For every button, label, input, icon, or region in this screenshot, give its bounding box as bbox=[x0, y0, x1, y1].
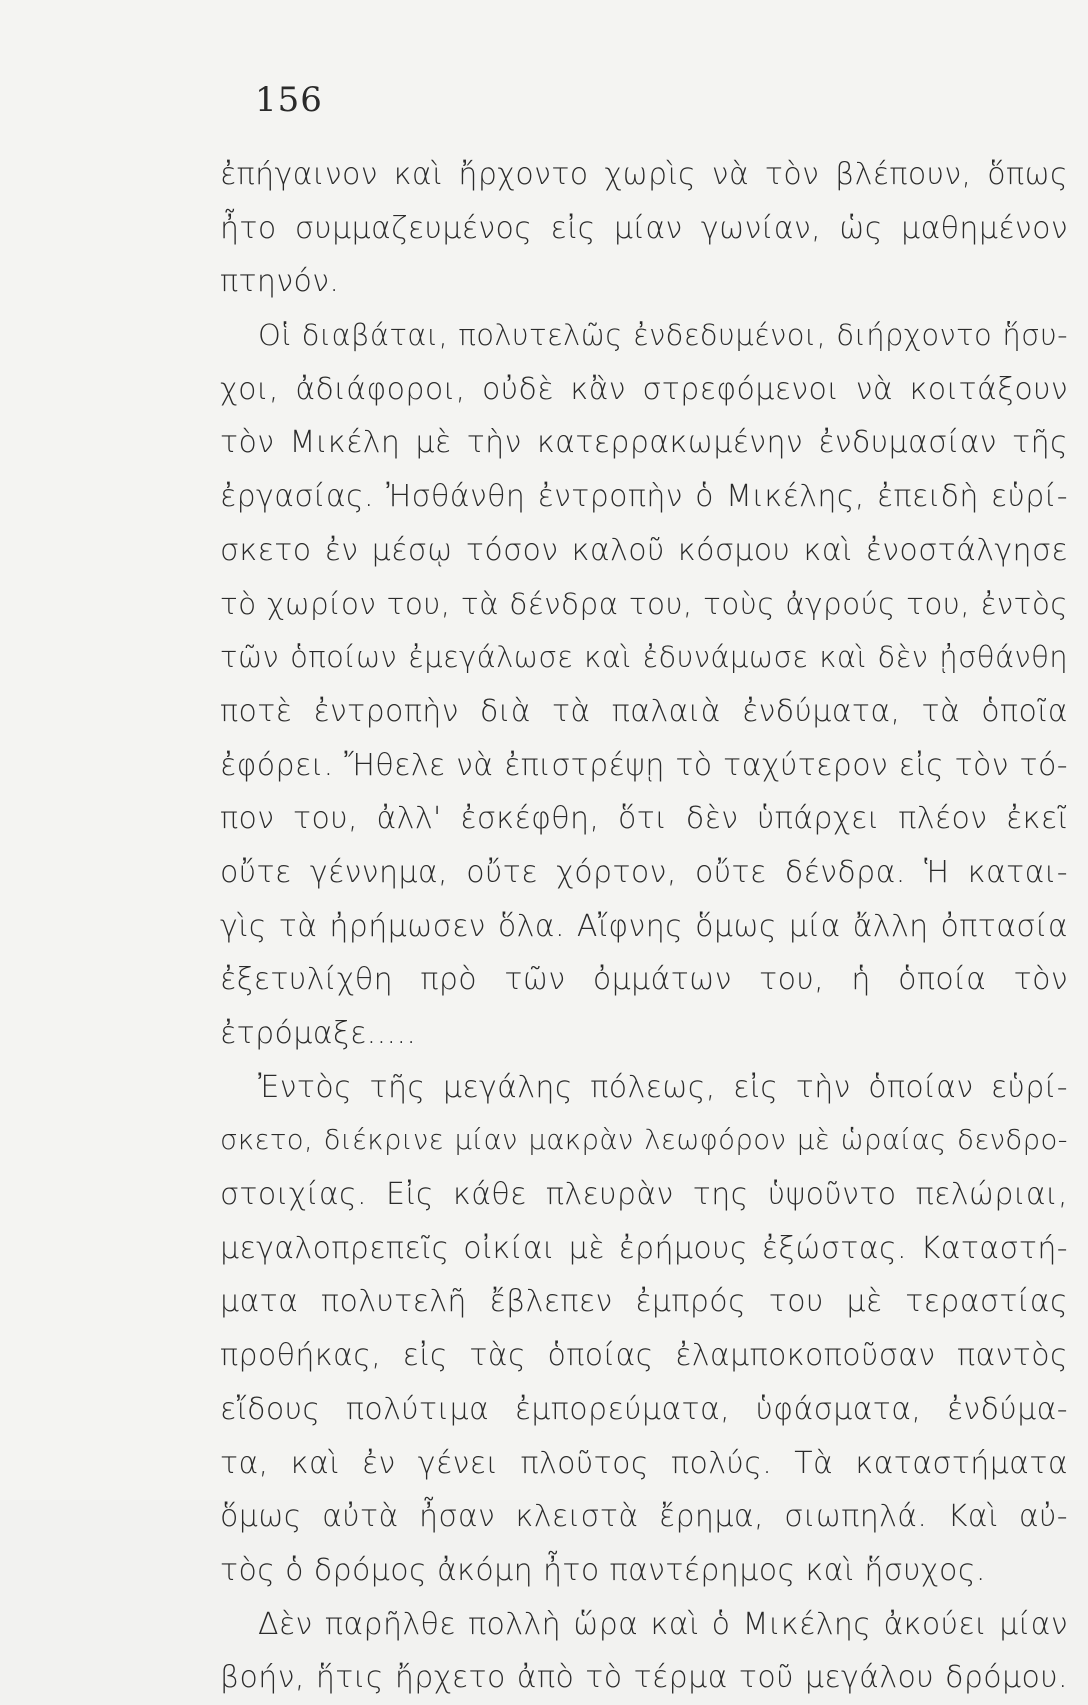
text-line: Ἐντὸς τῆς μεγάλης πόλεως, εἰς τὴν ὁποίαν εὑρί- bbox=[258, 1069, 1068, 1105]
text-line: ματα πολυτελῆ ἔβλεπεν ἐμπρός του μὲ τεραστίας bbox=[220, 1284, 1068, 1320]
page-number: 156 bbox=[255, 80, 323, 120]
text-line: ἐτρόμαξε..... bbox=[220, 1016, 417, 1051]
text-line: σκετο, διέκρινε μίαν μακρὰν λεωφόρον μὲ ὡραίας δενδρο- bbox=[220, 1124, 1068, 1157]
text-line: χοι, ἀδιάφοροι, οὐδὲ κἂν στρεφόμενοι νὰ κοιτάξουν bbox=[220, 371, 1068, 407]
text-line: ἐπήγαινον καὶ ἤρχοντο χωρὶς νὰ τὸν βλέπουν, ὅπως bbox=[220, 157, 1068, 192]
text-line: σκετο ἐν μέσῳ τόσον καλοῦ κόσμου καὶ ἐνοστάλγησε bbox=[220, 532, 1068, 568]
text-line: ἐξετυλίχθη πρὸ τῶν ὀμμάτων του, ἡ ὁποία τὸν bbox=[220, 962, 1068, 998]
text-line: τῶν ὁποίων ἐμεγάλωσε καὶ ἐδυνάμωσε καὶ δὲν ᾐσθάνθη bbox=[220, 640, 1068, 675]
text-line: πον του, ἀλλ' ἐσκέφθη, ὅτι δὲν ὑπάρχει πλέον ἐκεῖ bbox=[220, 801, 1068, 837]
text-line: ποτὲ ἐντροπὴν διὰ τὰ παλαιὰ ἐνδύματα, τὰ ὁποῖα bbox=[220, 693, 1068, 729]
text-line: μεγαλοπρεπεῖς οἰκίαι μὲ ἐρήμους ἐξώστας. Καταστή- bbox=[220, 1230, 1068, 1266]
text-line: Δὲν παρῆλθε πολλὴ ὥρα καὶ ὁ Μικέλης ἀκούει μίαν bbox=[258, 1606, 1068, 1642]
text-line: πτηνόν. bbox=[220, 264, 340, 300]
body-text bbox=[220, 148, 1068, 1705]
text-line: τὸς ὁ δρόμος ἀκόμη ἦτο παντέρημος καὶ ἥσυχος. bbox=[220, 1552, 986, 1588]
text-line: βοήν, ἥτις ἤρχετο ἀπὸ τὸ τέρμα τοῦ μεγάλου δρόμου. bbox=[220, 1660, 1068, 1696]
text-line: γὶς τὰ ἠρήμωσεν ὅλα. Αἴφνης ὅμως μία ἄλλη ὀπτασία bbox=[220, 908, 1068, 944]
text-line: τὸν Μικέλη μὲ τὴν κατερρακωμένην ἐνδυμασίαν τῆς bbox=[220, 425, 1068, 461]
text-line: τὸ χωρίον του, τὰ δένδρα του, τοὺς ἀγρούς του, ἐντὸς bbox=[220, 586, 1068, 621]
text-line: στοιχίας. Εἰς κάθε πλευρὰν της ὑψοῦντο πελώριαι, bbox=[220, 1177, 1068, 1213]
text-line: Οἱ διαβάται, πολυτελῶς ἐνδεδυμένοι, διήρχοντο ἥσυ- bbox=[258, 318, 1068, 353]
text-line: ἐργασίας. Ἠσθάνθη ἐντροπὴν ὁ Μικέλης, ἐπειδὴ εὑρί- bbox=[220, 479, 1068, 515]
text-line: προθήκας, εἰς τὰς ὁποίας ἐλαμποκοποῦσαν παντὸς bbox=[220, 1338, 1068, 1374]
text-line: ἦτο συμμαζευμένος εἰς μίαν γωνίαν, ὡς μαθημένον bbox=[220, 210, 1068, 246]
text-line: εἴδους πολύτιμα ἐμπορεύματα, ὑφάσματα, ἐνδύμα- bbox=[220, 1391, 1068, 1427]
text-line: ὅμως αὐτὰ ἦσαν κλειστὰ ἔρημα, σιωπηλά. Καὶ αὐ- bbox=[220, 1499, 1068, 1535]
text-line: οὔτε γέννημα, οὔτε χόρτον, οὔτε δένδρα. Ἡ καται- bbox=[220, 854, 1068, 890]
text-line: ἐφόρει. Ἤθελε νὰ ἐπιστρέψῃ τὸ ταχύτερον εἰς τὸν τό- bbox=[220, 747, 1068, 783]
text-line: τα, καὶ ἐν γένει πλοῦτος πολύς. Τὰ καταστήματα bbox=[220, 1445, 1068, 1481]
